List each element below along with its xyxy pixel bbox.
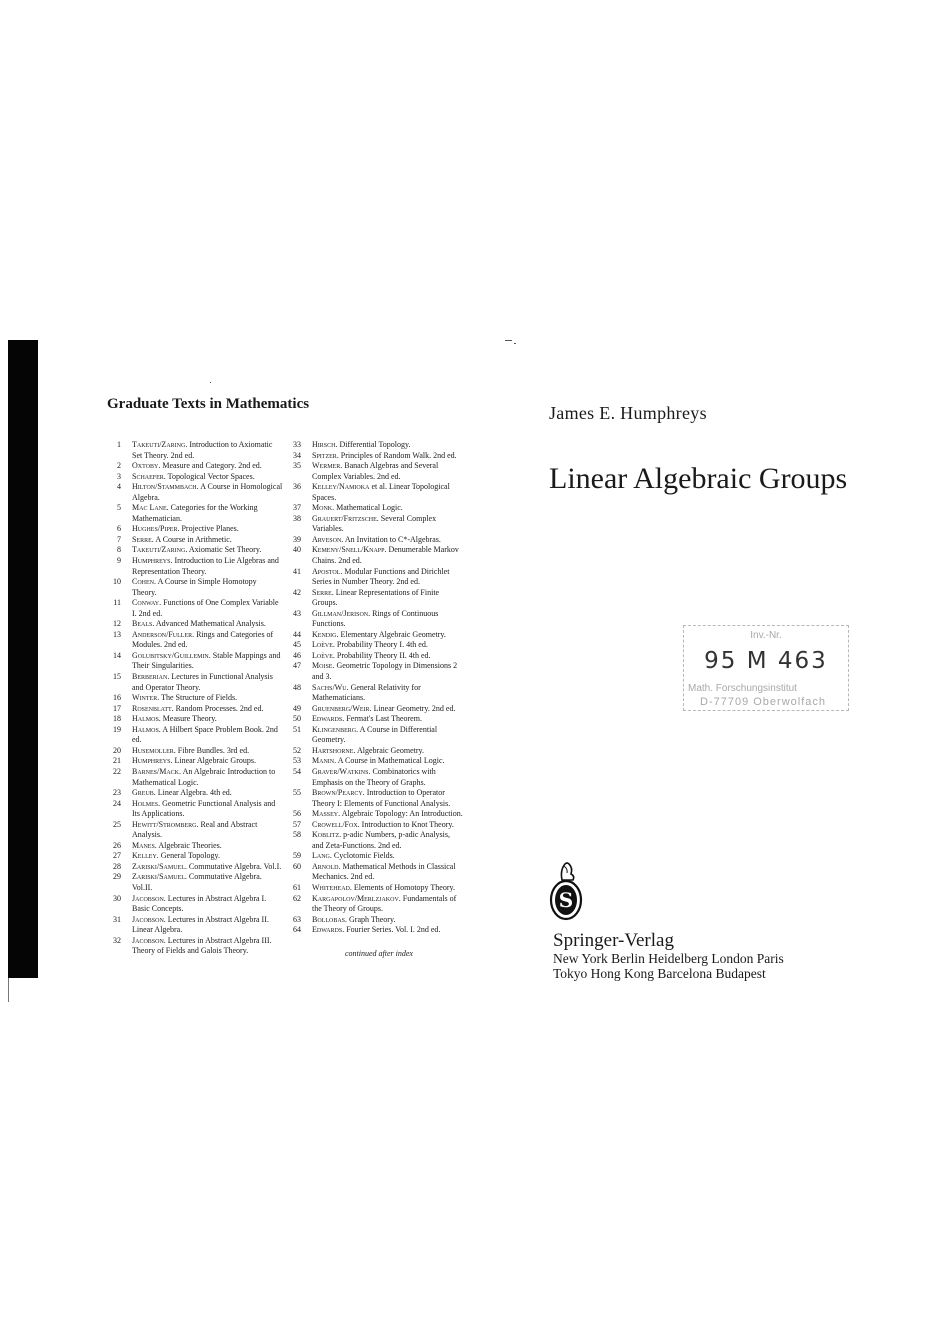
entry-author: Jacobson. — [132, 914, 166, 924]
entry-title: Random Processes. 2nd ed. — [175, 703, 264, 713]
entry-number: 62 — [293, 893, 301, 903]
series-entry — [288, 830, 463, 851]
entry-author: Bollobas. — [312, 914, 348, 924]
series-entry — [288, 609, 463, 630]
entry-author: Sachs/Wu. — [312, 682, 349, 692]
continued-note: continued after index — [345, 949, 413, 958]
entry-title: Rings and Categories of Modules. 2nd ed. — [132, 629, 274, 650]
series-list-middle — [288, 440, 463, 936]
entry-author: Brown/Pearcy. — [312, 788, 365, 798]
entry-number: 36 — [293, 482, 301, 492]
entry-number: 18 — [113, 714, 121, 724]
entry-author: Moise. — [312, 661, 335, 671]
entry-author: Berberian. — [132, 672, 170, 682]
entry-title: Combinatorics with Emphasis on the Theory of Graphs. — [312, 766, 436, 787]
entry-number: 12 — [113, 619, 121, 629]
entry-number: 63 — [293, 914, 301, 924]
svg-text:S: S — [558, 888, 574, 912]
entry-title: Introduction to Lie Algebras and Representation Theory. — [132, 556, 279, 576]
entry-author: Zariski/Samuel. — [132, 872, 187, 882]
entry-title: Mathematical Methods in Classical Mechanics. 2nd ed. — [312, 861, 456, 882]
entry-title: Algebraic Geometry. — [356, 745, 424, 755]
entry-author: Halmos. — [132, 724, 161, 734]
author-name: James E. Humphreys — [549, 403, 707, 423]
entry-number: 38 — [293, 513, 301, 523]
entry-title: Linear Geometry. 2nd ed. — [373, 703, 456, 713]
series-entry — [108, 799, 283, 820]
entry-number: 28 — [113, 861, 121, 871]
entry-number: 19 — [113, 724, 121, 734]
series-entry — [108, 545, 283, 556]
entry-author: Humphreys. — [132, 756, 173, 766]
scan-binding-shadow — [8, 340, 38, 978]
entry-author: Kendig. — [312, 629, 339, 639]
entry-title: Elements of Homotopy Theory. — [353, 882, 455, 892]
entry-number: 27 — [113, 851, 121, 861]
entry-title: Introduction to Axiomatic Set Theory. 2nd ed. — [132, 440, 273, 460]
entry-title: Rings of Continuous Functions. — [312, 608, 439, 629]
publisher-name: Springer-Verlag — [553, 930, 674, 951]
entry-number: 1 — [117, 440, 121, 449]
series-entry — [108, 556, 283, 577]
entry-title: Topological Vector Spaces. — [167, 471, 255, 481]
entry-number: 14 — [113, 650, 121, 660]
series-entry — [108, 894, 283, 915]
entry-title: Fundamentals of the Theory of Groups. — [312, 893, 457, 914]
series-entry — [108, 862, 283, 873]
entry-author: Hewitt/Stromberg. — [132, 819, 199, 829]
entry-author: Zariski/Samuel. — [132, 861, 187, 871]
entry-title: Mathematical Logic. — [336, 503, 403, 513]
series-entry — [108, 524, 283, 535]
series-entry — [108, 746, 283, 757]
series-entry — [288, 461, 463, 482]
entry-title: An Algebraic Introduction to Mathematical Logic. — [132, 766, 276, 787]
series-entry — [108, 461, 283, 472]
entry-number: 53 — [293, 756, 301, 766]
entry-title: A Course in Differential Geometry. — [312, 724, 438, 745]
entry-number: 20 — [113, 745, 121, 755]
entry-author: Takeuti/Zaring. — [132, 440, 188, 449]
entry-author: Takeuti/Zaring. — [132, 545, 188, 555]
series-entry — [288, 756, 463, 767]
series-entry — [288, 588, 463, 609]
scan-edge-mark — [8, 978, 9, 1002]
entry-author: Schaefer. — [132, 471, 166, 481]
entry-title: Categories for the Working Mathematician. — [132, 503, 258, 523]
entry-title: Linear Representations of Finite Groups. — [312, 587, 440, 608]
entry-number: 30 — [113, 893, 121, 903]
entry-author: Husemoller. — [132, 745, 176, 755]
entry-number: 51 — [293, 724, 301, 734]
stamp-address: D-77709 Oberwolfach — [700, 696, 827, 708]
entry-title: A Course in Arithmetic. — [155, 534, 232, 544]
entry-author: Kelley. — [132, 851, 159, 861]
entry-author: Rosenblatt. — [132, 703, 174, 713]
entry-number: 58 — [293, 830, 301, 840]
entry-author: Arveson. — [312, 534, 344, 544]
series-entry — [108, 535, 283, 546]
entry-title: Lectures in Abstract Algebra III. Theory of Fields and Galois Theory. — [132, 935, 272, 956]
entry-title: Measure and Category. 2nd ed. — [162, 461, 262, 471]
entry-number: 46 — [293, 650, 301, 660]
entry-title: Lectures in Abstract Algebra II. Linear Algebra. — [132, 914, 269, 935]
entry-number: 31 — [113, 914, 121, 924]
series-entry — [108, 440, 283, 461]
series-entry — [288, 767, 463, 788]
entry-author: Barnes/Mack. — [132, 766, 182, 776]
series-entry — [288, 651, 463, 662]
scan-speck — [505, 340, 512, 341]
entry-number: 26 — [113, 840, 121, 850]
series-entry — [288, 545, 463, 566]
entry-number: 6 — [117, 524, 121, 534]
series-entry — [108, 767, 283, 788]
entry-number: 48 — [293, 682, 301, 692]
entry-title: A Course in Simple Homotopy Theory. — [132, 577, 257, 597]
entry-title: Graph Theory. — [349, 914, 396, 924]
series-entry — [288, 862, 463, 883]
series-entry — [288, 683, 463, 704]
entry-author: Gillman/Jerison. — [312, 608, 371, 618]
entry-author: Lang. — [312, 851, 332, 861]
entry-author: Halmos. — [132, 714, 161, 724]
entry-number: 42 — [293, 587, 301, 597]
entry-author: Spitzer. — [312, 450, 339, 460]
series-entry — [288, 915, 463, 926]
book-title: Linear Algebraic Groups — [549, 462, 848, 495]
entry-author: Kelley/Namioka — [312, 482, 370, 492]
series-entry — [288, 514, 463, 535]
entry-number: 43 — [293, 608, 301, 618]
entry-number: 7 — [117, 534, 121, 544]
entry-title: An Invitation to C*-Algebras. — [344, 534, 441, 544]
entry-author: Wermer. — [312, 461, 343, 471]
series-entry — [288, 746, 463, 757]
scan-speck — [210, 382, 211, 383]
series-entry — [108, 915, 283, 936]
entry-title: Real and Abstract Analysis. — [132, 819, 258, 840]
series-entry — [288, 788, 463, 809]
entry-author: Koblitz. — [312, 830, 342, 840]
entry-number: 11 — [113, 598, 121, 608]
springer-knight-logo — [549, 860, 583, 922]
entry-title: Fourier Series. Vol. I. 2nd ed. — [346, 925, 441, 935]
entry-author: Monk. — [312, 503, 335, 513]
stamp-institute: Math. Forschungsinstitut — [688, 683, 797, 694]
entry-number: 13 — [113, 629, 121, 639]
entry-author: Klingenberg. — [312, 724, 359, 734]
series-entry — [288, 567, 463, 588]
entry-number: 49 — [293, 703, 301, 713]
entry-number: 8 — [117, 545, 121, 555]
entry-number: 50 — [293, 714, 301, 724]
series-entry — [288, 714, 463, 725]
entry-author: Graver/Watkins. — [312, 766, 371, 776]
entry-author: Loève. — [312, 640, 335, 650]
series-entry — [108, 841, 283, 852]
publisher-cities-line-2: Tokyo Hong Kong Barcelona Budapest — [553, 966, 766, 981]
entry-title: p-adic Numbers, p-adic Analysis, and Zeta-Functions. 2nd ed. — [312, 830, 450, 850]
entry-number: 3 — [117, 471, 121, 481]
stamp-inventory-number: 95 M 463 — [704, 648, 828, 674]
entry-number: 22 — [113, 766, 121, 776]
entry-title: Advanced Mathematical Analysis. — [155, 619, 266, 629]
entry-number: 60 — [293, 861, 301, 871]
entry-number: 55 — [293, 788, 301, 798]
entry-number: 34 — [293, 450, 301, 460]
entry-title: General Relativity for Mathematicians. — [312, 682, 421, 703]
series-title: Graduate Texts in Mathematics — [107, 396, 310, 412]
entry-author: Mac Lane. — [132, 503, 169, 513]
entry-title: The Structure of Fields. — [161, 693, 238, 703]
entry-author: Serre. — [132, 534, 154, 544]
entry-number: 54 — [293, 766, 301, 776]
series-entry — [288, 482, 463, 503]
entry-title: Modular Functions and Dirichlet Series in Number Theory. 2nd ed. — [312, 566, 450, 587]
entry-number: 40 — [293, 545, 301, 555]
entry-author: Hilton/Stammbach. — [132, 482, 199, 492]
entry-number: 17 — [113, 703, 121, 713]
entry-author: Manin. — [312, 756, 337, 766]
series-entry — [288, 925, 463, 936]
entry-number: 16 — [113, 693, 121, 703]
series-entry — [288, 851, 463, 862]
series-entry — [108, 872, 283, 893]
entry-author: Hirsch. — [312, 440, 338, 449]
series-entry — [288, 661, 463, 682]
series-entry — [288, 640, 463, 651]
entry-title: Measure Theory. — [162, 714, 217, 724]
entry-title: Projective Planes. — [181, 524, 239, 534]
entry-author: Humphreys. — [132, 556, 173, 566]
entry-title: Probability Theory II. 4th ed. — [336, 650, 431, 660]
entry-author: Edwards. — [312, 714, 345, 724]
entry-author: Greub. — [132, 788, 156, 798]
entry-number: 10 — [113, 577, 121, 587]
entry-title: Commutative Algebra. Vol.II. — [132, 872, 262, 892]
entry-title: Fibre Bundles. 3rd ed. — [177, 745, 250, 755]
entry-title: Several Complex Variables. — [312, 513, 437, 534]
entry-title: A Hilbert Space Problem Book. 2nd ed. — [132, 724, 278, 745]
series-entry — [108, 598, 283, 619]
series-entry — [108, 693, 283, 704]
entry-author: Kargapolov/Merlzjakov. — [312, 893, 401, 903]
series-entry — [288, 440, 463, 451]
entry-title: A Course in Mathematical Logic. — [337, 756, 445, 766]
series-entry — [108, 851, 283, 862]
library-stamp — [683, 625, 849, 711]
series-entry — [288, 883, 463, 894]
entry-author: Jacobson. — [132, 935, 166, 945]
stamp-label: Inv.-Nr. — [750, 630, 782, 641]
entry-title: Geometric Functional Analysis and Its Applications. — [132, 798, 276, 819]
entry-author: Loève. — [312, 650, 335, 660]
scan-speck — [514, 343, 516, 344]
series-entry — [108, 936, 283, 957]
series-entry — [108, 482, 283, 503]
series-entry — [108, 630, 283, 651]
entry-title: Cyclotomic Fields. — [333, 851, 395, 861]
entry-author: Crowell/Fox. — [312, 819, 360, 829]
entry-title: Differential Topology. — [339, 440, 411, 449]
entry-number: 57 — [293, 819, 301, 829]
entry-number: 45 — [293, 640, 301, 650]
entry-author: Massey. — [312, 809, 341, 819]
entry-number: 25 — [113, 819, 121, 829]
series-entry — [108, 472, 283, 483]
entry-author: Winter. — [132, 693, 160, 703]
entry-author: Jacobson. — [132, 893, 166, 903]
series-entry — [108, 577, 283, 598]
series-entry — [288, 451, 463, 462]
entry-title: Algebraic Theories. — [158, 840, 222, 850]
series-entry — [108, 651, 283, 672]
entry-author: Anderson/Fuller. — [132, 629, 195, 639]
entry-title: Lectures in Functional Analysis and Operator Theory. — [132, 672, 273, 692]
entry-author: Apostol. — [312, 566, 343, 576]
series-entry — [108, 672, 283, 693]
series-entry — [288, 704, 463, 715]
entry-number: 52 — [293, 745, 301, 755]
series-entry — [108, 503, 283, 524]
entry-author: Manes. — [132, 840, 157, 850]
entry-title: Elementary Algebraic Geometry. — [340, 629, 446, 639]
entry-number: 9 — [117, 556, 121, 566]
entry-title: Linear Algebraic Groups. — [174, 756, 256, 766]
series-entry — [288, 630, 463, 641]
entry-author: Hughes/Piper. — [132, 524, 180, 534]
entry-author: Kemeny/Snell/Knapp. — [312, 545, 387, 555]
series-entry — [108, 788, 283, 799]
entry-title: Algebraic Topology: An Introduction. — [341, 809, 463, 819]
entry-number: 35 — [293, 461, 301, 471]
entry-author: Arnold. — [312, 861, 341, 871]
entry-title: Denumerable Markov Chains. 2nd ed. — [312, 545, 459, 566]
entry-number: 37 — [293, 503, 301, 513]
entry-number: 15 — [113, 672, 121, 682]
entry-title: Axiomatic Set Theory. — [188, 545, 262, 555]
entry-author: Edwards. — [312, 925, 345, 935]
entry-author: Gruenberg/Weir. — [312, 703, 372, 713]
entry-number: 5 — [117, 503, 121, 513]
series-entry — [288, 503, 463, 514]
series-list-left — [108, 440, 283, 957]
series-entry — [108, 820, 283, 841]
entry-author: Holmes. — [132, 798, 161, 808]
entry-author: Golubitsky/Guillemin. — [132, 650, 211, 660]
series-entry — [108, 725, 283, 746]
entry-number: 24 — [113, 798, 121, 808]
entry-title: Linear Algebra. 4th ed. — [157, 788, 232, 798]
series-entry — [288, 535, 463, 546]
entry-title: Banach Algebras and Several Complex Variables. 2nd ed. — [312, 461, 439, 481]
entry-number: 23 — [113, 788, 121, 798]
entry-title: Commutative Algebra. Vol.I. — [188, 861, 282, 871]
entry-title: Stable Mappings and Their Singularities. — [132, 650, 281, 671]
entry-author: Whitehead. — [312, 882, 352, 892]
entry-title: et al. Linear Topological Spaces. — [312, 482, 450, 502]
entry-number: 32 — [113, 935, 121, 945]
entry-number: 21 — [113, 756, 121, 766]
entry-title: Lectures in Abstract Algebra I. Basic Concepts. — [132, 893, 267, 914]
entry-title: Fermat's Last Theorem. — [346, 714, 422, 724]
entry-number: 2 — [117, 461, 121, 471]
entry-title: A Course in Homological Algebra. — [132, 482, 283, 502]
series-entry — [108, 619, 283, 630]
entry-number: 4 — [117, 482, 121, 492]
series-entry — [288, 820, 463, 831]
entry-author: Grauert/Fritzsche. — [312, 513, 379, 523]
entry-number: 47 — [293, 661, 301, 671]
entry-number: 39 — [293, 534, 301, 544]
publisher-cities-line-1: New York Berlin Heidelberg London Paris — [553, 951, 784, 966]
entry-number: 44 — [293, 629, 301, 639]
entry-number: 41 — [293, 566, 301, 576]
entry-author: Beals. — [132, 619, 155, 629]
series-entry — [288, 809, 463, 820]
entry-number: 61 — [293, 882, 301, 892]
entry-author: Hartshorne. — [312, 745, 356, 755]
series-entry — [108, 756, 283, 767]
entry-number: 64 — [293, 925, 301, 935]
series-entry — [108, 714, 283, 725]
series-entry — [288, 725, 463, 746]
entry-number: 59 — [293, 851, 301, 861]
entry-number: 33 — [293, 440, 301, 449]
entry-title: Functions of One Complex Variable I. 2nd ed. — [132, 598, 279, 618]
entry-author: Conway. — [132, 598, 162, 608]
entry-number: 56 — [293, 809, 301, 819]
entry-title: Principles of Random Walk. 2nd ed. — [340, 450, 457, 460]
entry-title: Introduction to Knot Theory. — [361, 819, 454, 829]
entry-number: 29 — [113, 872, 121, 882]
series-entry — [288, 894, 463, 915]
entry-title: General Topology. — [160, 851, 220, 861]
entry-title: Introduction to Operator Theory I: Elements of Functional Analysis. — [312, 788, 451, 808]
series-entry — [108, 704, 283, 715]
entry-author: Cohen. — [132, 577, 156, 587]
entry-title: Geometric Topology in Dimensions 2 and 3. — [312, 661, 458, 682]
entry-title: Probability Theory I. 4th ed. — [336, 640, 428, 650]
entry-author: Serre. — [312, 587, 334, 597]
entry-author: Oxtoby. — [132, 461, 161, 471]
